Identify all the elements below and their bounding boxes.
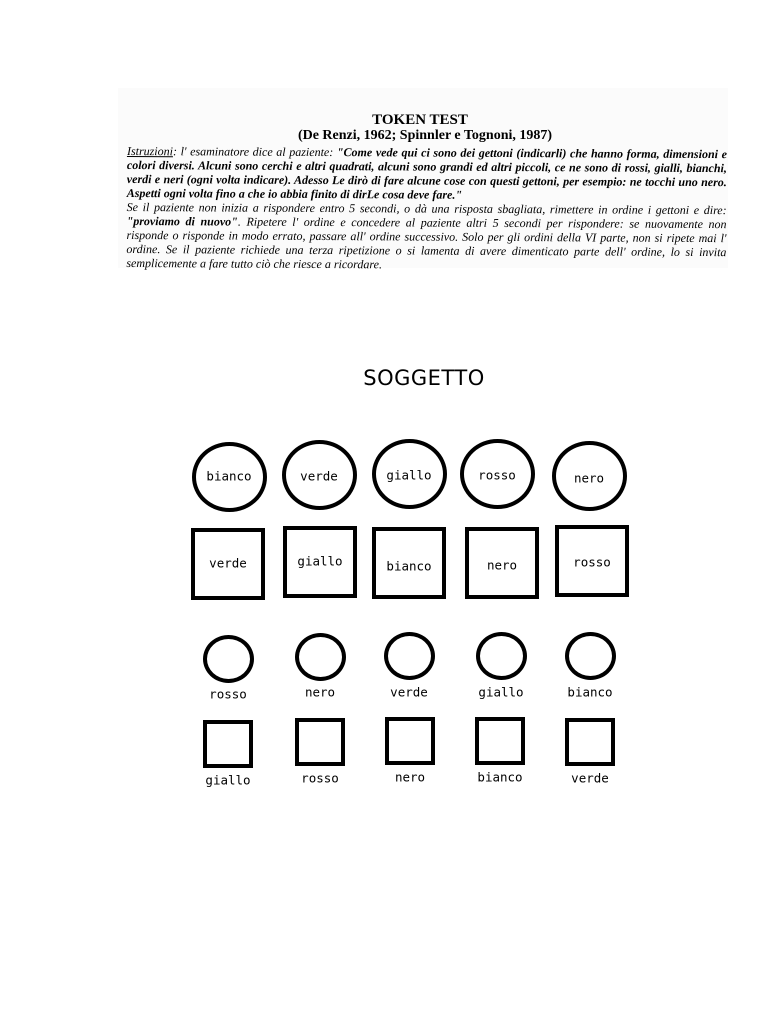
token-color-label: verde: [390, 684, 428, 700]
instructions-text: [126, 144, 727, 273]
token-color-label: nero: [394, 769, 426, 785]
token-color-label: rosso: [301, 770, 339, 786]
test-title: TOKEN TEST: [372, 112, 468, 128]
small-square-token: [385, 717, 435, 765]
token-color-label: rosso: [573, 554, 611, 570]
instructions-para2-quote: "proviamo di nuovo": [126, 213, 238, 229]
token-color-label: rosso: [209, 686, 247, 702]
instructions-quote: "Come vede qui ci sono dei gettoni (indicarli) che hanno forma, dimensioni e colori diversi. Alcuni sono cerchi e altri quadrati, alcuni sono grandi ed altri piccoli, ce ne sono di rossi, gialli, bianchi, verdi e neri (ogni volta indicare). Adesso Le dirò di fare alcune cose con questi gettoni, per esempio: ne tocchi uno nero. Aspetti ogni volta fino a che io abbia finito di dirLe cosa deve fare.": [126, 145, 727, 202]
small-circle-token: [203, 635, 254, 683]
token-color-label: bianco: [477, 769, 523, 785]
token-color-label: verde: [209, 555, 247, 571]
token-color-label: giallo: [386, 467, 432, 483]
small-circle-token: [384, 632, 435, 680]
section-title: SOGGETTO: [363, 366, 485, 390]
small-square-token: [565, 718, 615, 766]
token-color-label: verde: [571, 770, 609, 786]
token-color-label: rosso: [478, 467, 516, 483]
test-citation: (De Renzi, 1962; Spinnler e Tognoni, 1987): [297, 128, 553, 143]
token-color-label: giallo: [205, 772, 251, 788]
token-color-label: verde: [300, 468, 338, 484]
small-square-token: [203, 720, 253, 768]
instructions-label: Istruzioni: [126, 144, 174, 159]
small-circle-token: [476, 632, 527, 680]
token-color-label: bianco: [567, 684, 613, 700]
token-color-label: giallo: [478, 684, 524, 700]
token-color-label: nero: [573, 470, 605, 486]
small-circle-token: [295, 633, 346, 681]
token-color-label: nero: [304, 684, 336, 700]
token-color-label: bianco: [206, 468, 252, 484]
instructions-intro: : l' esaminatore dice al paziente:: [172, 144, 337, 160]
small-circle-token: [565, 632, 616, 680]
token-color-label: bianco: [386, 558, 432, 574]
instructions-para2-end: . Ripetere l' ordine e concedere al paziente altri 5 secondi per rispondere: se nuovamente non risponde o risponde in modo errato, passare all' ordine successivo. Solo per gli ordini della VI parte, non si ripete mai l' ordine. Se il paziente richiede una terza ripetizione o si lamenta di avere dimenticato parte dell' ordine, lo si invita semplicemente a fare tutto ciò che riesce a ricordare.: [126, 214, 727, 272]
token-color-label: nero: [486, 557, 518, 573]
instructions-para2-start: Se il paziente non inizia a rispondere entro 5 secondi, o dà una risposta sbagliata, rimettere in ordine i gettoni e dire:: [126, 199, 727, 218]
small-square-token: [475, 717, 525, 765]
token-color-label: giallo: [297, 553, 343, 569]
small-square-token: [295, 718, 345, 766]
